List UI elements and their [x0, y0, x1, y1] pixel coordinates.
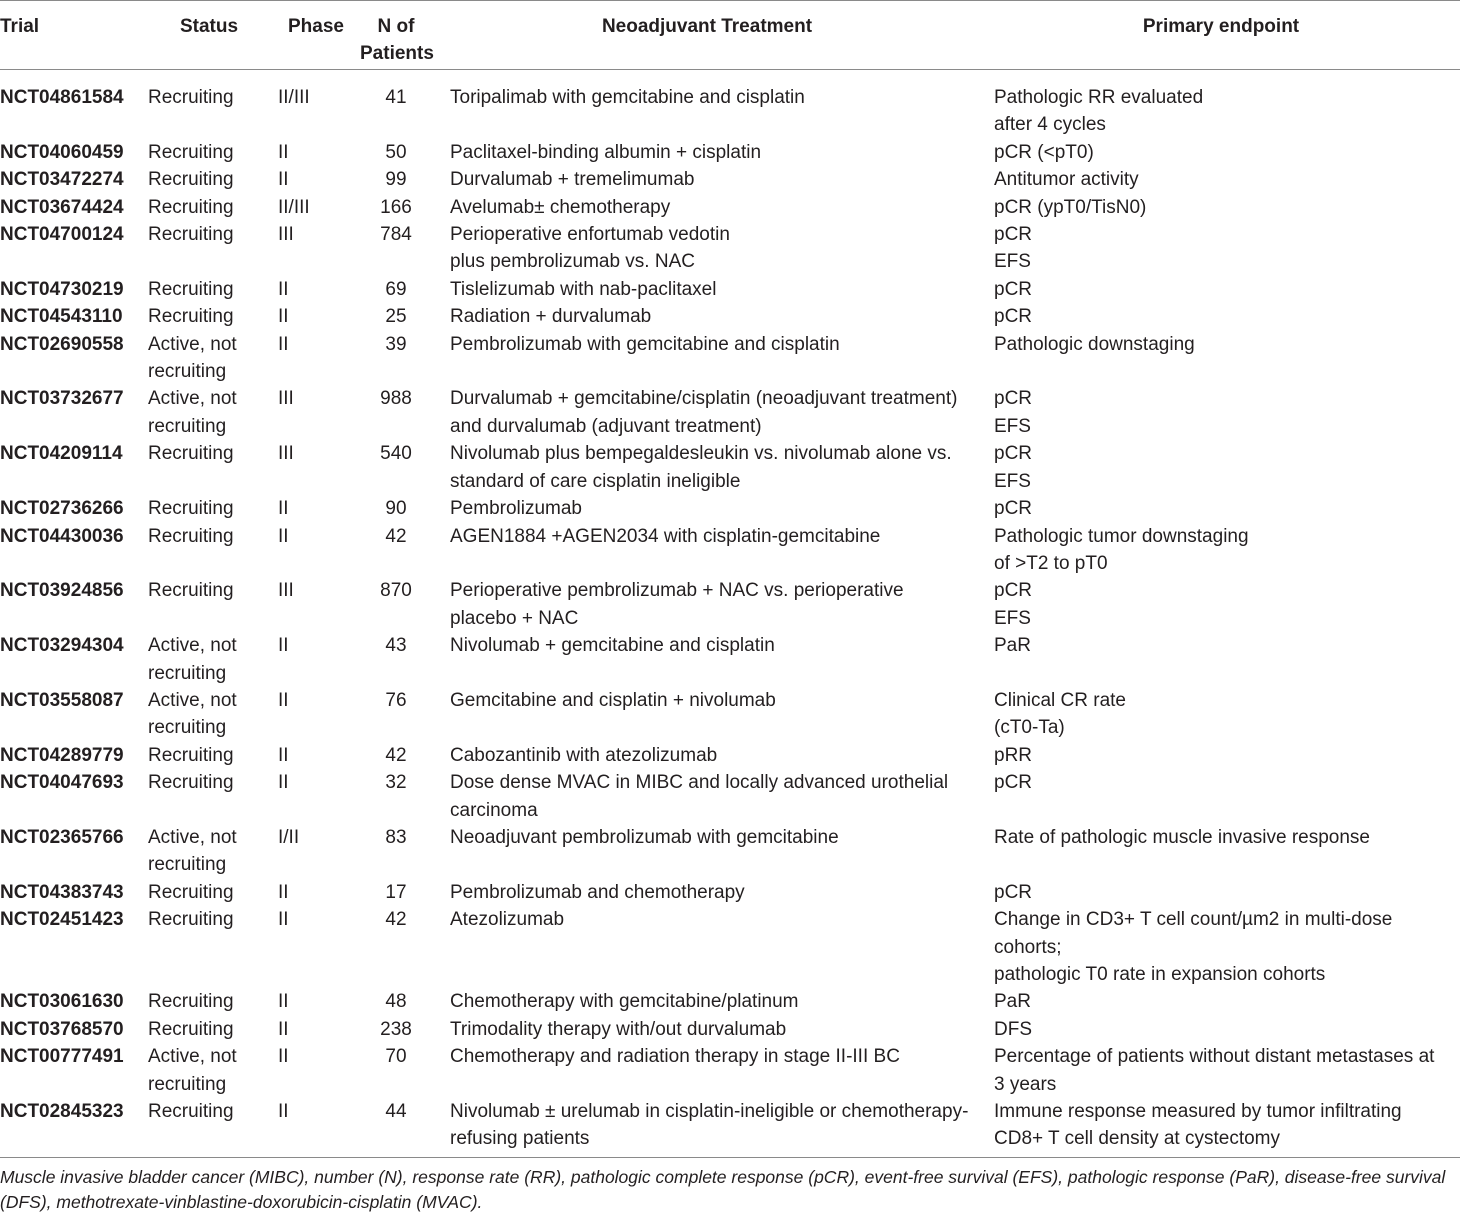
cell-treatment: Durvalumab + tremelimumab [450, 169, 695, 191]
cell-status: Recruiting [148, 224, 234, 246]
cell-trial: NCT04861584 [0, 87, 124, 108]
table-row [0, 577, 1460, 632]
cell-treatment: Chemotherapy and radiation therapy in stage II-III BC [450, 1046, 900, 1068]
cell-primary-endpoint: pCR [994, 881, 1033, 903]
cell-phase: III [278, 224, 294, 246]
column-header-treatment: Neoadjuvant Treatment [601, 16, 813, 37]
cell-trial: NCT04543110 [0, 306, 123, 328]
column-header-n-patients: N of Patients [360, 16, 434, 64]
table-row [0, 221, 1460, 276]
table-body [0, 70, 1460, 1158]
cell-primary-endpoint: Rate of pathologic muscle invasive response [994, 826, 1370, 848]
cell-treatment: Pembrolizumab with gemcitabine and cisplatin [450, 333, 840, 355]
cell-treatment: Dose dense MVAC in MIBC and locally advanced urothelial carcinoma [450, 772, 949, 821]
cell-treatment: Perioperative enfortumab vedotin plus pembrolizumab vs. NAC [450, 224, 730, 273]
cell-primary-endpoint: Antitumor activity [994, 169, 1139, 191]
header-row [0, 1, 1460, 70]
cell-phase: II [278, 333, 289, 355]
table-row [0, 769, 1460, 824]
cell-primary-endpoint: Pathologic tumor downstaging of >T2 to pT0 [994, 525, 1249, 574]
cell-primary-endpoint: pCR EFS [994, 388, 1033, 437]
cell-status: Recruiting [148, 909, 234, 931]
table-header [0, 1, 1460, 70]
cell-phase: II [278, 689, 289, 711]
cell-primary-endpoint: PaR [994, 991, 1031, 1013]
cell-phase: II [278, 525, 289, 547]
cell-trial: NCT03732677 [0, 388, 124, 410]
cell-status: Active, not recruiting [148, 388, 237, 437]
table-row [0, 1016, 1460, 1043]
cell-status: Recruiting [148, 881, 234, 903]
cell-phase: II [278, 1018, 289, 1040]
cell-n-patients: 32 [385, 772, 407, 794]
cell-status: Recruiting [148, 1018, 234, 1040]
cell-n-patients: 25 [385, 306, 407, 328]
cell-status: Recruiting [148, 141, 234, 163]
column-header-primary-endpoint: Primary endpoint [1142, 16, 1300, 37]
cell-status: Recruiting [148, 169, 234, 191]
column-header-phase: Phase [288, 16, 344, 37]
cell-phase: II/III [278, 87, 310, 108]
cell-n-patients: 83 [385, 826, 407, 848]
cell-status: Active, not recruiting [148, 689, 237, 739]
cell-status: Recruiting [148, 772, 234, 794]
cell-treatment: Trimodality therapy with/out durvalumab [450, 1018, 787, 1040]
cell-treatment: Atezolizumab [450, 909, 565, 931]
table-row [0, 276, 1460, 303]
cell-n-patients: 17 [385, 881, 407, 903]
cell-primary-endpoint: Pathologic RR evaluated after 4 cycles [994, 87, 1204, 136]
cell-trial: NCT00777491 [0, 1046, 124, 1068]
cell-primary-endpoint: pRR [994, 744, 1033, 766]
table-row [0, 1043, 1460, 1098]
cell-phase: II [278, 306, 289, 328]
cell-n-patients: 988 [380, 388, 412, 410]
cell-primary-endpoint: pCR [994, 772, 1033, 794]
cell-status: Recruiting [148, 278, 234, 300]
table-row [0, 632, 1460, 687]
cell-status: Recruiting [148, 1101, 234, 1123]
cell-trial: NCT02736266 [0, 498, 124, 520]
table-row [0, 879, 1460, 906]
cell-trial: NCT03924856 [0, 580, 124, 602]
cell-status: Recruiting [148, 580, 234, 602]
cell-n-patients: 44 [385, 1101, 407, 1123]
cell-trial: NCT04209114 [0, 443, 123, 465]
cell-phase: II [278, 141, 289, 163]
cell-trial: NCT04289779 [0, 744, 124, 766]
cell-primary-endpoint: Change in CD3+ T cell count/µm2 in multi-dose cohorts; pathologic T0 rate in expansion cohorts [994, 909, 1393, 985]
cell-n-patients: 238 [380, 1018, 412, 1040]
cell-status: Recruiting [148, 991, 234, 1013]
cell-n-patients: 166 [380, 196, 412, 218]
cell-status: Recruiting [148, 744, 234, 766]
table-row [0, 824, 1460, 879]
table-footnote: Muscle invasive bladder cancer (MIBC), number (N), response rate (RR), pathologic complete response (pCR), event-free survival (EFS), pathologic response (PaR), disease-free survival (DFS), methotrexate-vinblastine-doxorubicin-cisplatin (MVAC). [0, 1166, 1446, 1212]
cell-n-patients: 42 [385, 909, 407, 931]
cell-phase: I/II [278, 826, 300, 848]
cell-trial: NCT02690558 [0, 333, 124, 355]
cell-trial: NCT03294304 [0, 635, 124, 657]
cell-trial: NCT03061630 [0, 991, 124, 1013]
cell-n-patients: 90 [385, 498, 407, 520]
table-row [0, 742, 1460, 769]
table-row [0, 440, 1460, 495]
cell-status: Recruiting [148, 525, 234, 547]
table-row [0, 988, 1460, 1015]
table-row [0, 1098, 1460, 1157]
table-row [0, 139, 1460, 166]
cell-treatment: Radiation + durvalumab [450, 306, 652, 328]
cell-n-patients: 42 [385, 744, 407, 766]
cell-treatment: Nivolumab + gemcitabine and cisplatin [450, 635, 775, 657]
table-row [0, 385, 1460, 440]
cell-n-patients: 870 [380, 580, 412, 602]
cell-treatment: Neoadjuvant pembrolizumab with gemcitabine [450, 826, 839, 848]
cell-primary-endpoint: pCR EFS [994, 580, 1033, 629]
cell-n-patients: 41 [385, 87, 407, 108]
cell-trial: NCT03674424 [0, 196, 124, 218]
cell-status: Recruiting [148, 196, 234, 218]
table-row [0, 303, 1460, 330]
cell-n-patients: 76 [385, 689, 407, 711]
cell-trial: NCT02845323 [0, 1101, 124, 1123]
cell-treatment: AGEN1884 +AGEN2034 with cisplatin-gemcitabine [450, 525, 881, 547]
cell-primary-endpoint: DFS [994, 1018, 1032, 1040]
cell-trial: NCT03558087 [0, 689, 124, 711]
cell-trial: NCT04047693 [0, 772, 124, 794]
cell-n-patients: 540 [380, 443, 412, 465]
cell-treatment: Tislelizumab with nab-paclitaxel [450, 278, 717, 300]
cell-treatment: Cabozantinib with atezolizumab [450, 744, 718, 766]
cell-trial: NCT04700124 [0, 224, 124, 246]
table-row [0, 523, 1460, 578]
cell-primary-endpoint: pCR [994, 278, 1033, 300]
cell-trial: NCT04060459 [0, 141, 124, 163]
cell-n-patients: 43 [385, 635, 407, 657]
cell-n-patients: 39 [385, 333, 407, 355]
cell-n-patients: 99 [385, 169, 407, 191]
cell-primary-endpoint: pCR [994, 306, 1033, 328]
cell-treatment: Chemotherapy with gemcitabine/platinum [450, 991, 799, 1013]
table-row [0, 687, 1460, 742]
cell-primary-endpoint: pCR [994, 498, 1033, 520]
cell-status: Recruiting [148, 87, 234, 108]
cell-status: Active, not recruiting [148, 1046, 237, 1095]
cell-n-patients: 42 [385, 525, 407, 547]
cell-treatment: Nivolumab plus bempegaldesleukin vs. nivolumab alone vs. standard of care cisplatin ineligible [450, 443, 952, 492]
cell-status: Recruiting [148, 443, 234, 465]
cell-phase: II [278, 744, 289, 766]
cell-treatment: Nivolumab ± urelumab in cisplatin-ineligible or chemotherapy- refusing patients [450, 1101, 969, 1150]
cell-phase: III [278, 443, 294, 465]
cell-trial: NCT04383743 [0, 881, 124, 903]
cell-status: Active, not recruiting [148, 826, 237, 876]
cell-primary-endpoint: Percentage of patients without distant metastases at 3 years [994, 1046, 1435, 1095]
cell-primary-endpoint: pCR (ypT0/TisN0) [994, 196, 1147, 218]
cell-trial: NCT03472274 [0, 169, 124, 191]
cell-primary-endpoint: Immune response measured by tumor infiltrating CD8+ T cell density at cystectomy [994, 1101, 1402, 1150]
cell-trial: NCT02451423 [0, 909, 124, 931]
cell-primary-endpoint: Clinical CR rate (cT0-Ta) [994, 689, 1126, 739]
cell-treatment: Pembrolizumab and chemotherapy [450, 881, 745, 903]
table-row [0, 70, 1460, 139]
cell-n-patients: 70 [385, 1046, 407, 1068]
cell-n-patients: 69 [385, 278, 407, 300]
cell-phase: II/III [278, 196, 310, 218]
cell-phase: III [278, 388, 294, 410]
cell-phase: III [278, 580, 294, 602]
cell-treatment: Pembrolizumab [450, 498, 582, 520]
cell-treatment: Toripalimab with gemcitabine and cisplatin [450, 87, 805, 108]
cell-treatment: Paclitaxel-binding albumin + cisplatin [450, 141, 762, 163]
cell-status: Active, not recruiting [148, 333, 237, 383]
table-row [0, 331, 1460, 386]
cell-phase: II [278, 991, 289, 1013]
cell-trial: NCT04430036 [0, 525, 124, 547]
cell-n-patients: 50 [385, 141, 407, 163]
cell-primary-endpoint: Pathologic downstaging [994, 333, 1195, 355]
cell-treatment: Perioperative pembrolizumab + NAC vs. perioperative placebo + NAC [450, 580, 904, 629]
cell-treatment: Gemcitabine and cisplatin + nivolumab [450, 689, 776, 711]
cell-treatment: Avelumab± chemotherapy [450, 196, 671, 218]
cell-phase: II [278, 881, 289, 903]
cell-phase: II [278, 1046, 289, 1068]
cell-phase: II [278, 635, 289, 657]
cell-treatment: Durvalumab + gemcitabine/cisplatin (neoadjuvant treatment) and durvalumab (adjuvant treatment) [450, 388, 958, 437]
table-row [0, 194, 1460, 221]
cell-phase: II [278, 772, 289, 794]
table-row [0, 906, 1460, 988]
cell-primary-endpoint: pCR EFS [994, 443, 1033, 492]
cell-n-patients: 48 [385, 991, 407, 1013]
cell-primary-endpoint: pCR EFS [994, 224, 1033, 273]
cell-phase: II [278, 278, 289, 300]
cell-phase: II [278, 1101, 289, 1123]
cell-status: Active, not recruiting [148, 635, 237, 684]
column-header-trial: Trial [0, 16, 40, 37]
cell-n-patients: 784 [380, 224, 412, 246]
table-row [0, 166, 1460, 193]
cell-primary-endpoint: pCR (<pT0) [994, 141, 1094, 163]
cell-status: Recruiting [148, 498, 234, 520]
cell-phase: II [278, 169, 289, 191]
column-header-status: Status [179, 16, 239, 37]
cell-trial: NCT04730219 [0, 278, 124, 300]
cell-phase: II [278, 498, 289, 520]
cell-phase: II [278, 909, 289, 931]
table-row [0, 495, 1460, 522]
cell-trial: NCT02365766 [0, 826, 124, 848]
cell-primary-endpoint: PaR [994, 635, 1031, 657]
cell-trial: NCT03768570 [0, 1018, 124, 1040]
cell-status: Recruiting [148, 306, 234, 328]
